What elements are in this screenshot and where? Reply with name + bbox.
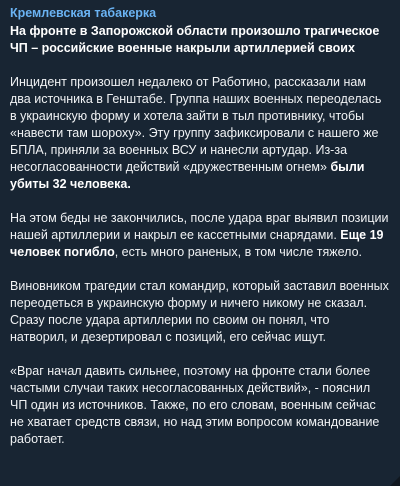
post-paragraph-3: Виновником трагедии стал командир, который заставил военных переодеться в украинскую форму и ничего никому не сказал. Сразу после удара артиллерии по своим он понял, что натворил, и дезертировал с позиций, его сейчас ищут. <box>10 279 389 344</box>
post-paragraph-2 <box>10 210 390 261</box>
corner-fold <box>390 476 400 486</box>
paragraph-bold: были убиты 32 человека <box>10 160 365 191</box>
paragraph-text: На этом беды не закончились, после удара враг выявил позиции нашей артиллерии и накрыл ее кассетными снарядами. <box>10 211 389 242</box>
channel-name[interactable]: Кремлевская табакерка <box>10 6 157 20</box>
paragraph-bold-tail: . <box>127 177 131 191</box>
paragraph-tail: , есть много раненых, в том числе тяжело. <box>114 245 363 259</box>
post-paragraph-1 <box>10 74 390 193</box>
paragraph-text: Инцидент произошел недалеко от Работино, рассказали нам два источника в Генштабе. Группа наших военных переоделась в украинскую форму и хотела зайти в тыл противнику, чтобы «навести там шороху». Эту группу зафиксировали с нашего же БПЛА, приняли за военных ВСУ и нанесли артудар. Из-за несогласованности действий «дружественным огнем» <box>10 75 382 174</box>
paragraph-bold: Еще 19 человек погибло <box>10 228 384 259</box>
post-headline: На фронте в Запорожской области произошло трагическое ЧП – российские военные накрыли артиллерией своих <box>10 24 380 55</box>
post-paragraph-4: «Враг начал давить сильнее, поэтому на фронте стали более частыми случаи таких несогласованных действий», - пояснил ЧП один из источников. Также, по его словам, военным сейчас не хватает средств связи, но над этим вопросом командование работает. <box>10 364 380 446</box>
